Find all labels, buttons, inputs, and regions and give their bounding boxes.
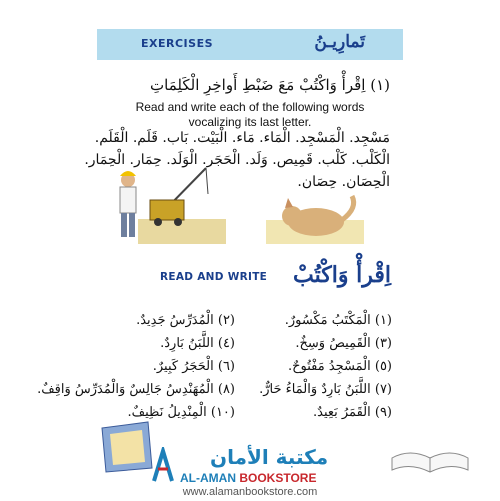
exercises-title-ar: تَمارِيـنُ — [314, 32, 365, 52]
exercises-banner — [97, 29, 403, 60]
logo-english-part-a: AL-AMAN — [180, 471, 236, 485]
sentence-9: (٩) الْقَمَرُ بَعِيدٌ. — [312, 405, 392, 420]
logo-english-part-b: BOOKSTORE — [239, 471, 317, 485]
bookstore-url: www.alamanbookstore.com — [182, 486, 318, 498]
exercise-1-instruction — [0, 100, 500, 130]
handkerchief-illustration — [98, 420, 154, 474]
instruction-line-1: Read and write each of the following words — [135, 100, 365, 114]
engineer-crane-illustration — [108, 164, 226, 244]
word-list-line-3: الْحِصَان. حِصَان. — [297, 174, 390, 190]
sentence-2: (٢) الْمُدَرِّسُ جَدِيدٌ. — [136, 313, 235, 328]
logo-arabic-text: مكتبة الأمان — [210, 445, 329, 469]
word-list-line-1: مَسْجِد. الْمَسْجِد. الْمَاء. مَاء. الْبَيْت. بَاب. قَلَم. الْقَلَم. — [94, 130, 390, 146]
sentence-8: (٨) الْمُهَنْدِسُ جَالِسٌ وَالْمُدَرِّسُ وَاقِفٌ. — [37, 382, 235, 397]
logo-english-text — [180, 471, 316, 485]
word-list-line-2: الْكَلْب. كَلْب. قَمِيص. وَلَد. الْحَجَر. الْوَلَد. حِمَار. الْحِمَار. — [84, 152, 390, 168]
sentence-6: (٦) الْحَجَرُ كَبِيرٌ. — [152, 359, 235, 374]
sentence-7: (٧) اللَّبَنُ بَارِدٌ وَالْمَاءُ حَارٌّ. — [259, 382, 392, 397]
read-write-title-ar: اِقْرأْ وَاكْتُبْ — [293, 262, 391, 288]
cat-illustration — [266, 188, 364, 244]
instruction-line-2: vocalizing its last letter. — [188, 115, 312, 129]
bookstore-logo — [150, 445, 470, 485]
logo-mark-icon — [150, 447, 176, 483]
sentence-1: (١) الْمَكْتَبُ مَكْسُورٌ. — [284, 313, 392, 328]
sentence-10: (١٠) الْمِنْدِيلُ نَظِيفٌ. — [127, 405, 235, 420]
sentence-4: (٤) اللَّبَنُ بَارِدٌ. — [160, 336, 235, 351]
read-write-title-en: READ AND WRITE — [160, 271, 268, 283]
sentence-3: (٣) الْقَمِيصُ وَسِخٌ. — [295, 336, 392, 351]
sentence-5: (٥) الْمَسْجِدُ مَفْتُوحٌ. — [287, 359, 392, 374]
exercise-1-heading: (١) اِقْرأْ وَاكْتُبْ مَعَ ضَبْطِ أَواخِرِ الْكَلِمَاتِ — [150, 76, 390, 94]
exercises-title-en: EXERCISES — [141, 37, 214, 50]
